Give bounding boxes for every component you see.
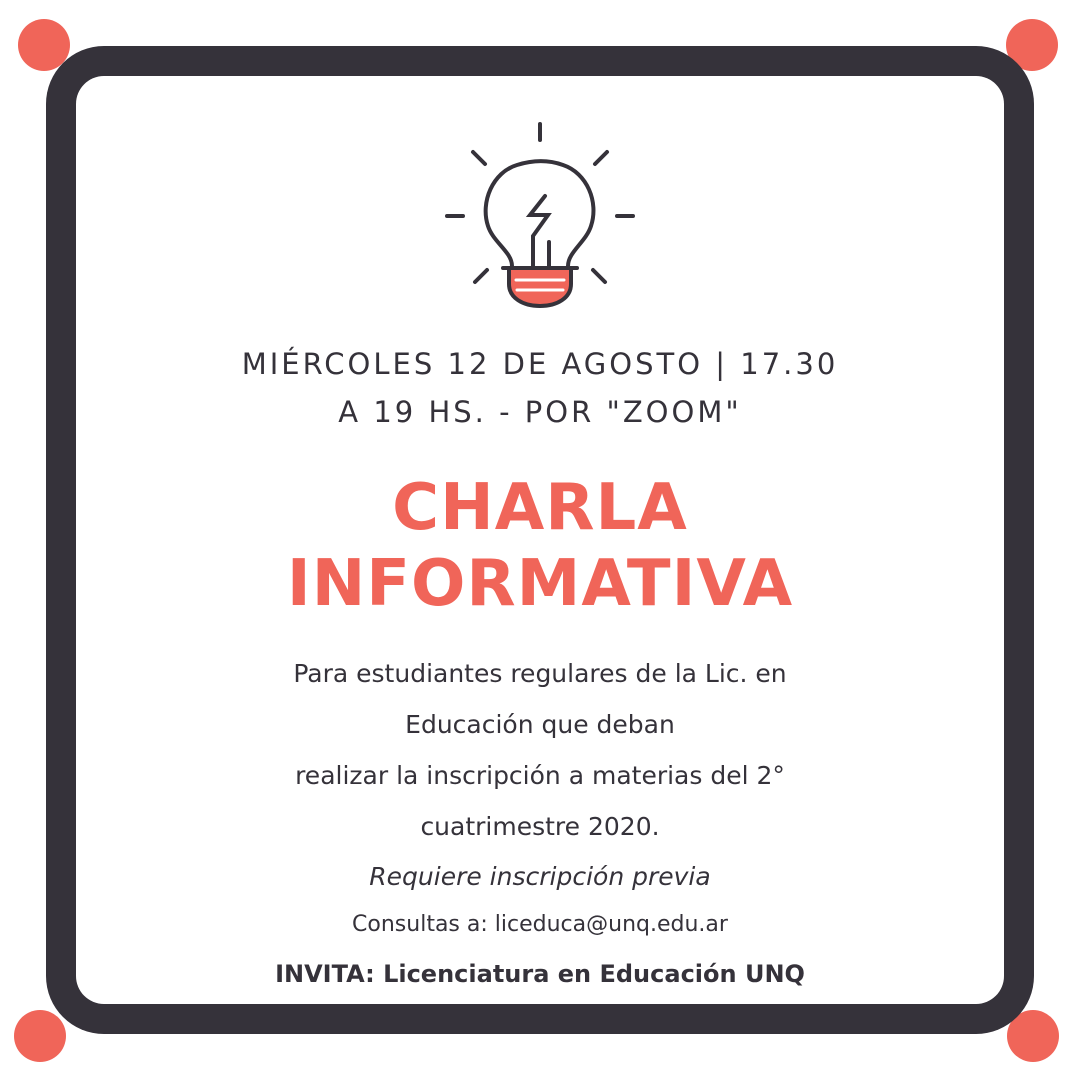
contact-info: Consultas a: liceduca@unq.edu.ar — [352, 912, 728, 937]
event-title-line-2: INFORMATIVA — [286, 547, 794, 621]
requirement-note: Requiere inscripción previa — [369, 862, 711, 891]
description-line-1: Para estudiantes regulares de la Lic. en — [293, 659, 787, 688]
event-title — [0, 470, 1080, 622]
event-date-line-2: A 19 HS. - POR "ZOOM" — [338, 395, 742, 429]
event-details — [0, 648, 1080, 1000]
description-line-4: cuatrimestre 2020. — [420, 812, 660, 841]
description-line-3: realizar la inscripción a materias del 2° — [295, 761, 785, 790]
lightbulb-icon — [437, 116, 643, 316]
corner-dot-bottom-left — [14, 1010, 66, 1062]
description-line-2: Educación que deban — [405, 710, 675, 739]
event-date-line-1: MIÉRCOLES 12 DE AGOSTO | 17.30 — [241, 347, 839, 381]
invite-line: INVITA: Licenciatura en Educación UNQ — [275, 960, 805, 988]
event-title-line-1: CHARLA — [392, 471, 688, 545]
event-date — [0, 340, 1080, 436]
